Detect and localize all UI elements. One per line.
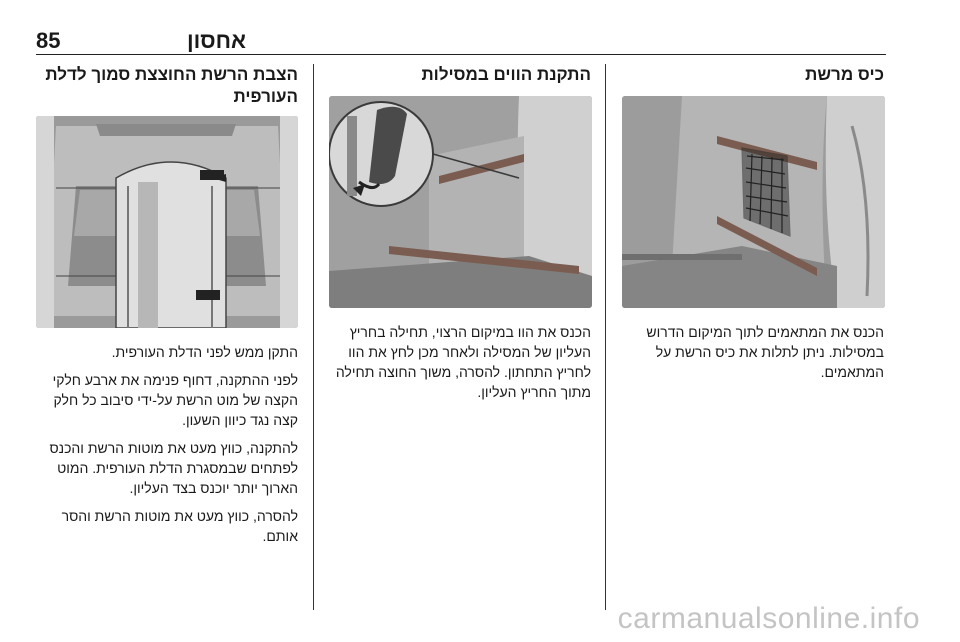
header-rule — [36, 54, 886, 55]
column-hook-rail-text — [326, 322, 591, 410]
section-title: אחסון — [186, 28, 246, 53]
page-number: 85 — [36, 28, 61, 53]
column-divider-right — [605, 64, 606, 610]
column-cargo-net — [620, 64, 884, 86]
column-cargo-net-text — [620, 322, 884, 390]
hook-rail-installation-illustration — [329, 96, 592, 308]
watermark: carmanualsonline.info — [617, 602, 920, 635]
heading-hook-rail: התקנת הווים במסילות — [421, 65, 591, 84]
figure-cargo-net — [622, 96, 885, 308]
figure-partition-net — [36, 116, 298, 328]
partition-net-paragraph-4: להסרה, כווץ מעט את מוטות הרשת והסר אותם. — [61, 508, 298, 544]
column-hook-rail — [326, 64, 591, 86]
column-partition-net-text — [36, 342, 298, 554]
column-divider-left — [313, 64, 314, 610]
page-header — [36, 28, 886, 53]
partition-net-paragraph-3: להתקנה, כווץ מעט את מוטות הרשת והכנס לפתחים שבמסגרת הדלת העורפית. המוט הארוך יותר יוכנס בצד העליון. — [49, 440, 298, 496]
cargo-net-pocket-illustration — [622, 96, 885, 308]
partition-net-paragraph-2: לפני ההתקנה, דחוף פנימה את ארבע חלקי הקצה של מוט הרשת על-ידי סיבוב כל חלק קצה נגד כיוון השעון. — [52, 372, 298, 428]
heading-cargo-net: כיס מרשת — [805, 65, 884, 84]
cargo-net-paragraph-1: הכנס את המתאמים לתוך המיקום הדרוש במסילות. ניתן לתלות את כיס הרשת על המתאמים. — [646, 324, 884, 380]
partition-net-paragraph-1: התקן ממש לפני הדלת העורפית. — [111, 344, 298, 360]
column-partition-net — [36, 64, 298, 108]
hook-rail-paragraph-1: הכנס את הוו במיקום הרצוי, תחילה בחריץ העליון של המסילה ולאחר מכן לחץ את הוו לחריץ התחתון. להסרה, משוך החוצה תחילה מתוך החריץ העליון. — [335, 324, 591, 400]
heading-partition-net: הצבת הרשת החוצצת סמוך לדלת העורפית — [45, 65, 298, 106]
partition-net-tailgate-illustration — [36, 116, 298, 328]
figure-hook-rail — [329, 96, 592, 308]
